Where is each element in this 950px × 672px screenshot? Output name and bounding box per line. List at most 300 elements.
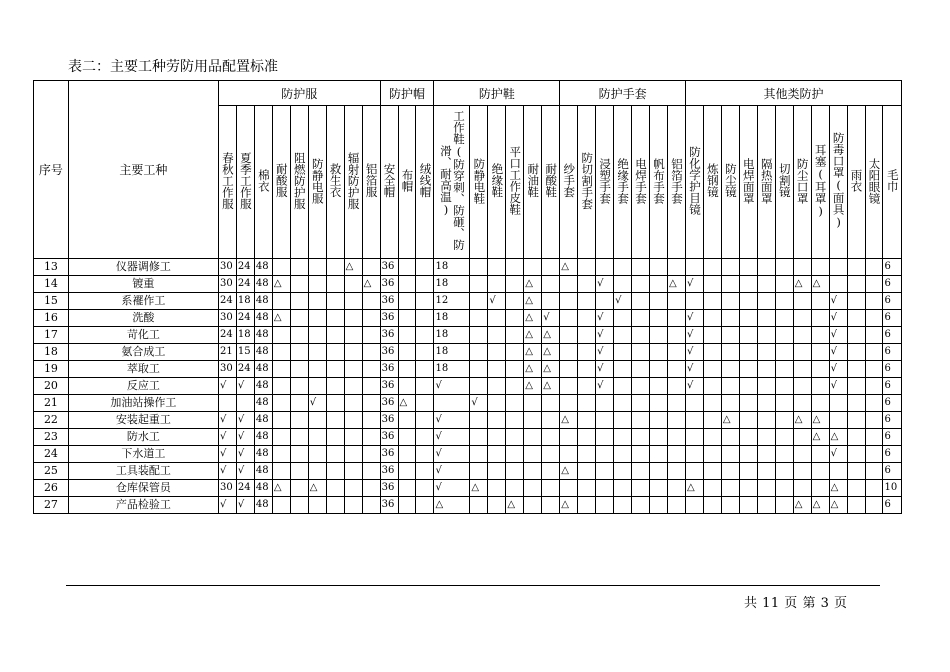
- table-row: [34, 395, 902, 412]
- column-header: 工作鞋(防穿刺、防砸、防滑、耐高温): [434, 106, 470, 259]
- ppe-cell: [578, 497, 596, 514]
- ppe-cell: [650, 463, 668, 480]
- row-number: 13: [34, 259, 69, 276]
- ppe-cell: [793, 310, 811, 327]
- ppe-cell: [775, 378, 793, 395]
- ppe-cell: 48: [254, 293, 272, 310]
- ppe-cell: √: [218, 463, 236, 480]
- ppe-cell: △: [560, 497, 578, 514]
- ppe-cell: [614, 412, 632, 429]
- row-number: 14: [34, 276, 69, 293]
- job-name: 氨合成工: [68, 344, 218, 361]
- ppe-cell: [416, 429, 434, 446]
- ppe-cell: 6: [883, 395, 902, 412]
- ppe-cell: 6: [883, 327, 902, 344]
- ppe-cell: [488, 276, 506, 293]
- ppe-cell: 36: [380, 463, 398, 480]
- ppe-cell: [614, 327, 632, 344]
- row-number: 25: [34, 463, 69, 480]
- ppe-cell: [560, 480, 578, 497]
- ppe-cell: [524, 446, 542, 463]
- ppe-cell: [650, 259, 668, 276]
- ppe-cell: [290, 276, 308, 293]
- ppe-cell: [739, 293, 757, 310]
- ppe-cell: 18: [434, 276, 470, 293]
- ppe-cell: [632, 293, 650, 310]
- ppe-cell: △: [362, 276, 380, 293]
- ppe-cell: [416, 412, 434, 429]
- ppe-cell: [506, 412, 524, 429]
- ppe-cell: [614, 310, 632, 327]
- ppe-cell: 6: [883, 259, 902, 276]
- ppe-cell: [578, 276, 596, 293]
- ppe-cell: △: [506, 497, 524, 514]
- ppe-cell: 6: [883, 446, 902, 463]
- ppe-cell: 10: [883, 480, 902, 497]
- ppe-cell: [667, 361, 685, 378]
- table-row: [34, 412, 902, 429]
- ppe-cell: √: [596, 344, 614, 361]
- ppe-cell: [362, 344, 380, 361]
- ppe-cell: [272, 344, 290, 361]
- ppe-cell: △: [524, 361, 542, 378]
- ppe-cell: [811, 361, 829, 378]
- column-header: 平口工作皮鞋: [506, 106, 524, 259]
- ppe-cell: [344, 463, 362, 480]
- ppe-cell: [775, 412, 793, 429]
- ppe-cell: [578, 327, 596, 344]
- ppe-cell: [865, 361, 883, 378]
- ppe-cell: [596, 497, 614, 514]
- ppe-cell: 48: [254, 395, 272, 412]
- ppe-cell: [506, 293, 524, 310]
- ppe-cell: [829, 395, 847, 412]
- ppe-cell: [362, 259, 380, 276]
- row-number: 22: [34, 412, 69, 429]
- ppe-cell: [865, 463, 883, 480]
- ppe-cell: [596, 463, 614, 480]
- ppe-cell: [524, 497, 542, 514]
- table-row: [34, 480, 902, 497]
- job-name: 下水道工: [68, 446, 218, 463]
- column-header: 电焊手套: [632, 106, 650, 259]
- ppe-cell: [416, 395, 434, 412]
- ppe-cell: [721, 395, 739, 412]
- ppe-cell: √: [488, 293, 506, 310]
- ppe-cell: [775, 344, 793, 361]
- page-indicator: 共 11 页 第 3 页: [744, 596, 848, 611]
- ppe-cell: △: [793, 497, 811, 514]
- ppe-cell: [542, 480, 560, 497]
- ppe-cell: 6: [883, 293, 902, 310]
- ppe-cell: [398, 276, 416, 293]
- row-number: 15: [34, 293, 69, 310]
- ppe-cell: [326, 378, 344, 395]
- ppe-cell: [650, 497, 668, 514]
- group-other-protection: 其他类防护: [685, 81, 901, 106]
- footer-rule: [66, 585, 880, 586]
- ppe-cell: [470, 293, 488, 310]
- ppe-cell: [470, 361, 488, 378]
- row-number: 23: [34, 429, 69, 446]
- header-seq: 序号: [34, 81, 69, 259]
- ppe-cell: [344, 310, 362, 327]
- ppe-cell: [416, 480, 434, 497]
- ppe-cell: √: [685, 310, 703, 327]
- ppe-cell: [650, 276, 668, 293]
- ppe-cell: [344, 361, 362, 378]
- ppe-cell: [632, 327, 650, 344]
- ppe-cell: [326, 429, 344, 446]
- ppe-cell: [524, 395, 542, 412]
- ppe-cell: [290, 259, 308, 276]
- ppe-cell: [721, 344, 739, 361]
- ppe-cell: [632, 480, 650, 497]
- ppe-cell: 30: [218, 361, 236, 378]
- ppe-cell: [865, 378, 883, 395]
- table-row: [34, 463, 902, 480]
- ppe-cell: [667, 378, 685, 395]
- ppe-cell: [398, 412, 416, 429]
- ppe-cell: [793, 429, 811, 446]
- ppe-cell: △: [560, 412, 578, 429]
- ppe-cell: [470, 344, 488, 361]
- table-row: [34, 276, 902, 293]
- ppe-cell: △: [524, 310, 542, 327]
- ppe-cell: [326, 480, 344, 497]
- ppe-cell: [757, 259, 775, 276]
- table-row: [34, 293, 902, 310]
- ppe-cell: √: [829, 446, 847, 463]
- ppe-cell: [632, 446, 650, 463]
- ppe-cell: [775, 463, 793, 480]
- job-name: 仪器调修工: [68, 259, 218, 276]
- ppe-cell: [739, 395, 757, 412]
- ppe-cell: [506, 395, 524, 412]
- ppe-cell: 36: [380, 293, 398, 310]
- ppe-cell: [488, 310, 506, 327]
- ppe-cell: √: [596, 276, 614, 293]
- ppe-cell: [506, 259, 524, 276]
- row-number: 27: [34, 497, 69, 514]
- ppe-cell: [739, 480, 757, 497]
- ppe-cell: △: [524, 276, 542, 293]
- ppe-cell: [542, 497, 560, 514]
- ppe-cell: [344, 480, 362, 497]
- ppe-cell: [308, 293, 326, 310]
- column-header: 绝缘手套: [614, 106, 632, 259]
- ppe-cell: [290, 446, 308, 463]
- ppe-cell: 48: [254, 344, 272, 361]
- ppe-cell: [416, 276, 434, 293]
- column-header: 防静电服: [308, 106, 326, 259]
- ppe-cell: [757, 378, 775, 395]
- ppe-cell: √: [829, 361, 847, 378]
- ppe-cell: 48: [254, 310, 272, 327]
- ppe-cell: [344, 327, 362, 344]
- ppe-cell: [488, 378, 506, 395]
- ppe-cell: [560, 446, 578, 463]
- ppe-cell: [344, 497, 362, 514]
- ppe-cell: [632, 378, 650, 395]
- ppe-cell: [829, 412, 847, 429]
- table-row: [34, 429, 902, 446]
- ppe-cell: [506, 361, 524, 378]
- ppe-cell: [596, 429, 614, 446]
- ppe-cell: [524, 480, 542, 497]
- ppe-cell: [344, 412, 362, 429]
- ppe-cell: [847, 463, 865, 480]
- column-header: 防切割手套: [578, 106, 596, 259]
- ppe-cell: [775, 310, 793, 327]
- ppe-cell: [703, 463, 721, 480]
- ppe-cell: [308, 361, 326, 378]
- ppe-cell: [344, 429, 362, 446]
- ppe-cell: [542, 293, 560, 310]
- ppe-cell: √: [596, 310, 614, 327]
- ppe-cell: [416, 463, 434, 480]
- ppe-cell: 18: [434, 361, 470, 378]
- ppe-cell: [739, 310, 757, 327]
- ppe-cell: [470, 327, 488, 344]
- group-protective-shoes: 防护鞋: [434, 81, 560, 106]
- ppe-cell: 36: [380, 259, 398, 276]
- ppe-cell: [326, 310, 344, 327]
- ppe-cell: [488, 497, 506, 514]
- ppe-cell: [847, 378, 865, 395]
- ppe-cell: [632, 344, 650, 361]
- ppe-cell: [650, 327, 668, 344]
- ppe-cell: [596, 395, 614, 412]
- ppe-cell: △: [524, 293, 542, 310]
- ppe-cell: [847, 327, 865, 344]
- ppe-cell: [308, 378, 326, 395]
- ppe-cell: [362, 412, 380, 429]
- ppe-cell: [326, 446, 344, 463]
- column-header: 春秋工作服: [218, 106, 236, 259]
- ppe-cell: [650, 293, 668, 310]
- ppe-cell: △: [272, 310, 290, 327]
- ppe-cell: [811, 344, 829, 361]
- ppe-cell: [865, 429, 883, 446]
- ppe-cell: △: [398, 395, 416, 412]
- ppe-cell: [578, 344, 596, 361]
- ppe-cell: [757, 327, 775, 344]
- ppe-cell: [596, 259, 614, 276]
- ppe-cell: [506, 310, 524, 327]
- ppe-cell: [703, 310, 721, 327]
- ppe-cell: [398, 497, 416, 514]
- ppe-cell: 24: [236, 361, 254, 378]
- ppe-cell: [685, 412, 703, 429]
- ppe-cell: [272, 327, 290, 344]
- ppe-cell: 36: [380, 480, 398, 497]
- ppe-cell: [757, 344, 775, 361]
- row-number: 19: [34, 361, 69, 378]
- ppe-cell: [650, 412, 668, 429]
- ppe-cell: √: [236, 446, 254, 463]
- ppe-cell: [398, 293, 416, 310]
- ppe-cell: 18: [434, 327, 470, 344]
- ppe-cell: 30: [218, 310, 236, 327]
- ppe-cell: √: [685, 327, 703, 344]
- table-row: [34, 497, 902, 514]
- ppe-cell: [308, 276, 326, 293]
- ppe-cell: [793, 395, 811, 412]
- ppe-cell: [578, 361, 596, 378]
- ppe-cell: [865, 293, 883, 310]
- column-header: 耳塞(耳罩): [811, 106, 829, 259]
- group-protective-gloves: 防护手套: [560, 81, 686, 106]
- ppe-cell: △: [470, 480, 488, 497]
- job-name: 镀重: [68, 276, 218, 293]
- ppe-cell: [632, 429, 650, 446]
- ppe-cell: √: [685, 361, 703, 378]
- ppe-cell: √: [829, 293, 847, 310]
- table-row: [34, 446, 902, 463]
- ppe-cell: [488, 259, 506, 276]
- ppe-cell: [757, 310, 775, 327]
- job-name: 反应工: [68, 378, 218, 395]
- ppe-cell: √: [236, 497, 254, 514]
- row-number: 16: [34, 310, 69, 327]
- ppe-cell: √: [829, 327, 847, 344]
- ppe-cell: [847, 344, 865, 361]
- ppe-cell: [650, 378, 668, 395]
- ppe-cell: 21: [218, 344, 236, 361]
- ppe-cell: [757, 497, 775, 514]
- column-header: 防尘口罩: [793, 106, 811, 259]
- ppe-cell: 6: [883, 344, 902, 361]
- ppe-cell: 36: [380, 378, 398, 395]
- ppe-cell: [703, 497, 721, 514]
- ppe-cell: 18: [434, 310, 470, 327]
- ppe-cell: [308, 412, 326, 429]
- ppe-cell: [488, 429, 506, 446]
- ppe-cell: [793, 446, 811, 463]
- ppe-cell: [775, 480, 793, 497]
- ppe-cell: [218, 395, 236, 412]
- ppe-cell: [398, 259, 416, 276]
- ppe-cell: [865, 395, 883, 412]
- ppe-cell: [416, 259, 434, 276]
- ppe-cell: √: [685, 378, 703, 395]
- ppe-cell: 6: [883, 412, 902, 429]
- ppe-cell: [775, 293, 793, 310]
- ppe-cell: [614, 344, 632, 361]
- ppe-cell: [542, 412, 560, 429]
- ppe-cell: 15: [236, 344, 254, 361]
- ppe-cell: [685, 395, 703, 412]
- row-number: 21: [34, 395, 69, 412]
- ppe-cell: [398, 463, 416, 480]
- ppe-cell: √: [218, 378, 236, 395]
- ppe-cell: [721, 378, 739, 395]
- ppe-cell: [542, 259, 560, 276]
- ppe-cell: [416, 378, 434, 395]
- ppe-cell: [811, 259, 829, 276]
- ppe-cell: [739, 327, 757, 344]
- ppe-cell: [847, 412, 865, 429]
- ppe-cell: [362, 497, 380, 514]
- table-row: [34, 344, 902, 361]
- ppe-cell: [506, 344, 524, 361]
- ppe-cell: [703, 395, 721, 412]
- ppe-cell: △: [542, 361, 560, 378]
- ppe-cell: [308, 310, 326, 327]
- ppe-cell: √: [614, 293, 632, 310]
- ppe-cell: [650, 361, 668, 378]
- ppe-cell: [757, 361, 775, 378]
- ppe-cell: △: [272, 480, 290, 497]
- ppe-cell: [488, 463, 506, 480]
- ppe-cell: [739, 361, 757, 378]
- ppe-cell: [667, 259, 685, 276]
- ppe-cell: [775, 276, 793, 293]
- ppe-cell: [703, 259, 721, 276]
- ppe-cell: [847, 395, 865, 412]
- ppe-cell: △: [308, 480, 326, 497]
- ppe-cell: [362, 463, 380, 480]
- ppe-cell: [560, 293, 578, 310]
- ppe-cell: △: [542, 378, 560, 395]
- ppe-cell: [596, 480, 614, 497]
- ppe-cell: △: [272, 276, 290, 293]
- ppe-cell: [775, 497, 793, 514]
- ppe-cell: 48: [254, 463, 272, 480]
- ppe-cell: [739, 497, 757, 514]
- ppe-cell: [811, 463, 829, 480]
- ppe-cell: [865, 446, 883, 463]
- row-number: 18: [34, 344, 69, 361]
- column-header: 辐射防护服: [344, 106, 362, 259]
- ppe-cell: 48: [254, 361, 272, 378]
- ppe-cell: [775, 395, 793, 412]
- ppe-cell: [290, 412, 308, 429]
- ppe-cell: [721, 429, 739, 446]
- ppe-cell: [362, 429, 380, 446]
- ppe-cell: [685, 446, 703, 463]
- column-header: 防尘镜: [721, 106, 739, 259]
- ppe-cell: [542, 463, 560, 480]
- ppe-cell: [739, 378, 757, 395]
- ppe-cell: [344, 344, 362, 361]
- ppe-cell: [398, 310, 416, 327]
- ppe-cell: [667, 497, 685, 514]
- group-protective-clothing: 防护服: [218, 81, 380, 106]
- ppe-cell: [775, 259, 793, 276]
- ppe-cell: [865, 259, 883, 276]
- ppe-cell: [272, 293, 290, 310]
- ppe-cell: [650, 395, 668, 412]
- ppe-cell: [667, 480, 685, 497]
- ppe-cell: 30: [218, 259, 236, 276]
- ppe-cell: [470, 446, 488, 463]
- ppe-cell: [793, 378, 811, 395]
- ppe-cell: [560, 276, 578, 293]
- row-number: 20: [34, 378, 69, 395]
- job-name: 工具装配工: [68, 463, 218, 480]
- ppe-cell: [739, 412, 757, 429]
- ppe-cell: 36: [380, 429, 398, 446]
- ppe-cell: [308, 446, 326, 463]
- ppe-cell: 48: [254, 327, 272, 344]
- ppe-cell: [667, 395, 685, 412]
- ppe-cell: [685, 293, 703, 310]
- ppe-cell: [362, 480, 380, 497]
- ppe-cell: 48: [254, 446, 272, 463]
- ppe-cell: [506, 463, 524, 480]
